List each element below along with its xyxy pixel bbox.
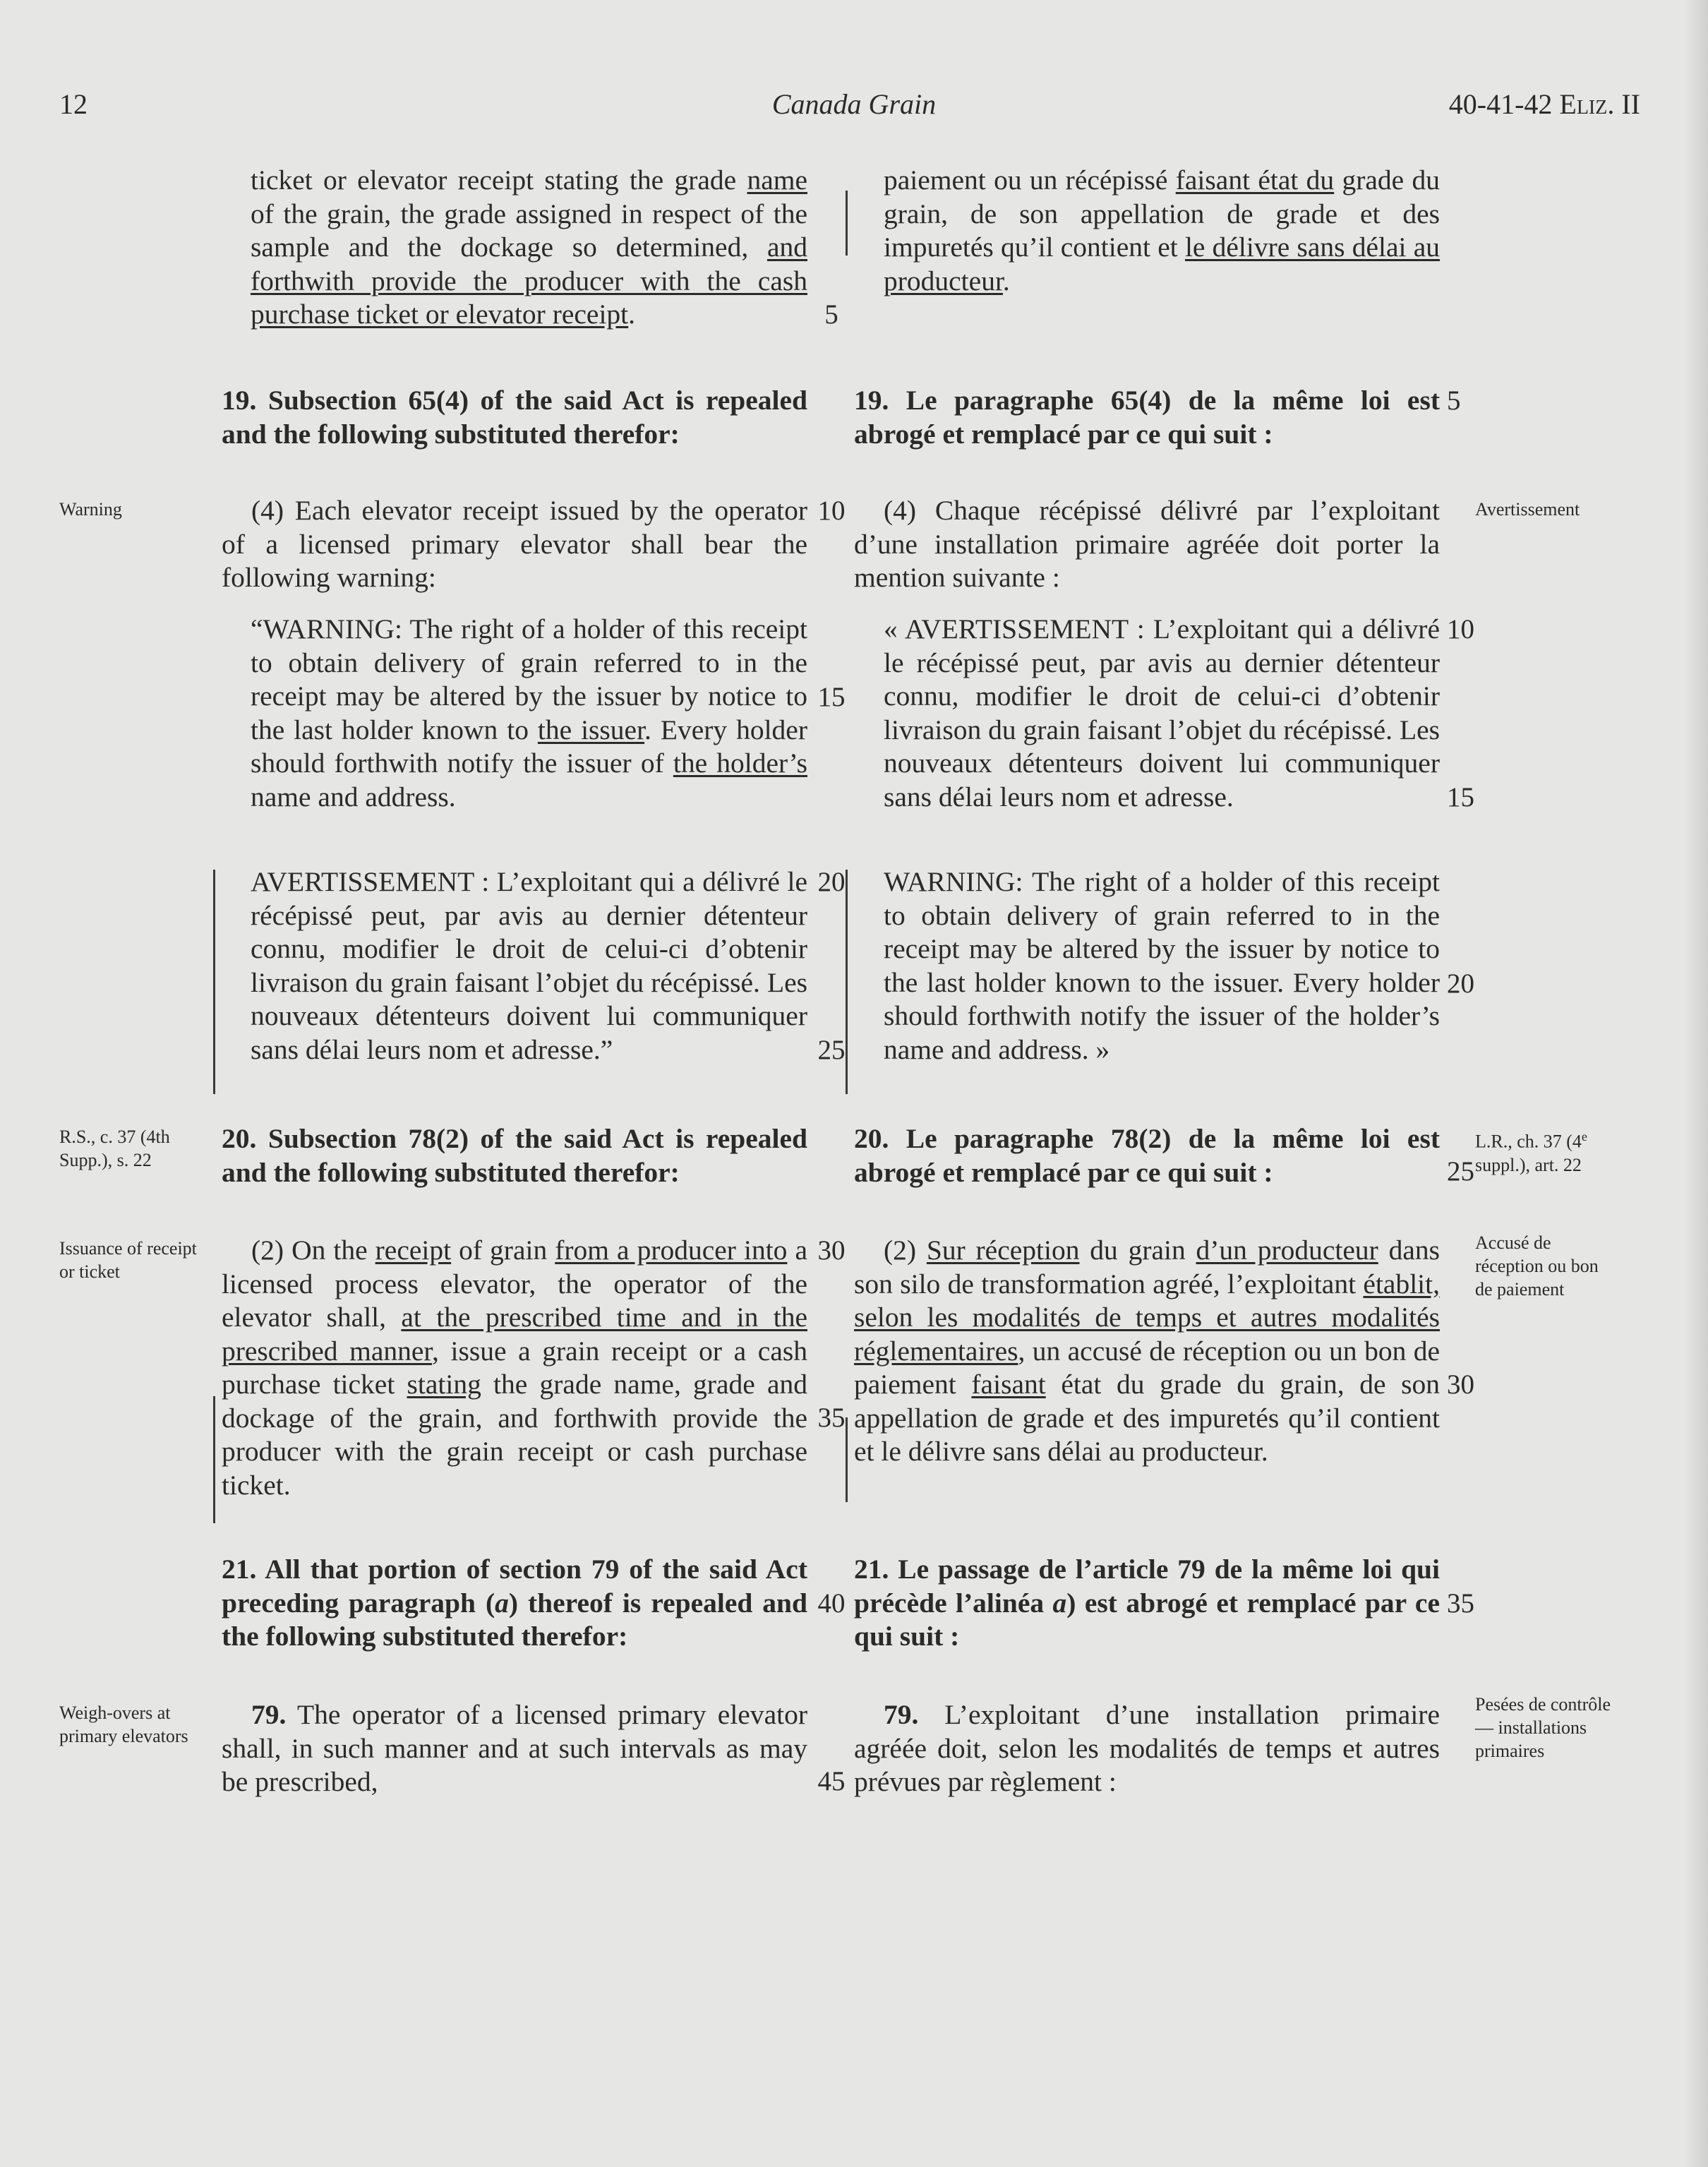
line-number: 20 bbox=[1447, 968, 1474, 999]
french-section-19-text: (4) Chaque récépissé délivré par l’exploitant d’une installation primaire agréée doit porter la mention suivante : bbox=[854, 495, 1440, 593]
english-avertissement-text: AVERTISSEMENT : L’exploitant qui a délivré le récépissé peut, par avis au dernier détenteur connu, modifier le droit de celui-ci d’obtenir livraison du grain faisant l’objet du récépissé. Les nouveaux détenteurs doivent lui communiquer sans délai leurs nom et adresse.” bbox=[251, 866, 807, 1065]
page-edge-shadow bbox=[1684, 0, 1708, 2167]
french-section-79-text: 79. L’exploitant d’une installation primaire agréée doit, selon les modalités de temps et autres prévues par règlement : bbox=[854, 1699, 1440, 1797]
english-section-19-text: (4) Each elevator receipt issued by the operator of a licensed primary elevator shall bear the following warning: bbox=[222, 495, 807, 593]
page-number: 12 bbox=[59, 88, 88, 120]
margin-note-avertissement: Avertissement bbox=[1475, 499, 1580, 520]
line-number: 25 bbox=[1447, 1156, 1474, 1187]
change-bar bbox=[213, 870, 215, 1094]
french-warning-text: WARNING: The right of a holder of this receipt to obtain delivery of grain referred to in the receipt may be altered by the issuer by notice to the last holder known to the issuer. Every holder should forthwith notify the issuer of the holder’s name and address. » bbox=[884, 866, 1440, 1065]
margin-note-issuance: Issuance of receipt or ticket bbox=[59, 1238, 197, 1282]
margin-note-rs-reference: R.S., c. 37 (4th Supp.), s. 22 bbox=[59, 1127, 170, 1170]
margin-note-weigh-overs: Weigh-overs at primary elevators bbox=[59, 1703, 188, 1746]
english-continuation: ticket or elevator receipt stating the grade name of the grain, the grade assigned in respect of the sample and the dockage so determined, and forthwith provide the producer with the cash purchase ticket or elevator receipt. bbox=[251, 164, 807, 330]
french-section-21-heading: 21. Le passage de l’article 79 de la même loi qui précède l’alinéa a) est abrogé et remplacé par ce qui suit : bbox=[854, 1554, 1440, 1652]
line-number: 30 bbox=[1447, 1369, 1474, 1400]
english-warning-text: “WARNING: The right of a holder of this receipt to obtain delivery of grain referred to in the receipt may be altered by the issuer by notice to the last holder known to the issuer. Every holder should forthwith notify the issuer of the holder’s name and address. bbox=[251, 613, 807, 812]
running-title: Canada Grain bbox=[771, 88, 937, 120]
margin-note-lr-reference: L.R., ch. 37 (4e suppl.), art. 22 bbox=[1475, 1129, 1587, 1175]
english-section-20-heading: 20. Subsection 78(2) of the said Act is repealed and the following substituted therefor: bbox=[222, 1123, 807, 1188]
french-section-20-heading: 20. Le paragraphe 78(2) de la même loi est abrogé et remplacé par ce qui suit : bbox=[854, 1123, 1440, 1188]
french-section-20-text: (2) Sur réception du grain d’un producteur dans son silo de transformation agréé, l’exploitant établit, selon les modalités de temps et autres modalités réglementaires, un accusé de réception ou un bon de paiement faisant état du grade du grain, de son appellation de grade et des impuretés qu’il contient et le délivre sans délai au producteur. bbox=[854, 1235, 1441, 1467]
margin-note-accuse: Accusé de réception ou bon de paiement bbox=[1475, 1232, 1599, 1299]
english-section-19-heading: 19. Subsection 65(4) of the said Act is repealed and the following substituted therefor: bbox=[222, 385, 807, 450]
french-section-19-heading: 19. Le paragraphe 65(4) de la même loi est abrogé et remplacé par ce qui suit : bbox=[854, 385, 1440, 450]
french-avertissement-text: « AVERTISSEMENT : L’exploitant qui a délivré le récépissé peut, par avis au dernier détenteur connu, modifier le droit de celui-ci d’obtenir livraison du grain faisant l’objet du récépissé. Les nouveaux détenteurs doivent lui communiquer sans délai leurs nom et adresse. bbox=[884, 613, 1440, 812]
line-number: 15 bbox=[1447, 782, 1474, 812]
english-section-20-text: (2) On the receipt of grain from a producer into a licensed process elevator, the operator of the elevator shall, at the prescribed time and in the prescribed manner, issue a grain receipt or a cash purchase ticket stating the grade name, grade and dockage of the grain, and forthwith provide the producer with the grain receipt or cash purchase ticket. bbox=[222, 1235, 807, 1501]
line-number: 30 bbox=[817, 1235, 846, 1266]
english-section-21-heading: 21. All that portion of section 79 of the said Act preceding paragraph (a) thereof is repealed and the following substituted therefor: bbox=[222, 1554, 807, 1652]
french-continuation: paiement ou un récépissé faisant état du grade du grain, de son appellation de grade et des impuretés qu’il contient et le délivre sans délai au producteur. bbox=[884, 164, 1441, 296]
line-number: 35 bbox=[1447, 1588, 1474, 1619]
line-number: 20 bbox=[817, 867, 846, 897]
line-number: 10 bbox=[817, 496, 846, 526]
margin-note-pesees: Pesées de contrôle — installations primaires bbox=[1475, 1694, 1611, 1761]
margin-note-warning: Warning bbox=[59, 499, 122, 520]
line-number: 25 bbox=[817, 1035, 846, 1065]
change-bar bbox=[213, 1396, 215, 1523]
english-section-79-text: 79. The operator of a licensed primary elevator shall, in such manner and at such intervals as may be prescribed, bbox=[222, 1699, 807, 1797]
line-number: 5 bbox=[824, 299, 838, 330]
line-number: 10 bbox=[1447, 614, 1474, 644]
change-bar bbox=[846, 191, 848, 256]
line-number: 35 bbox=[817, 1403, 846, 1433]
line-number: 15 bbox=[817, 682, 846, 712]
regnal-year: 40-41-42 Eliz. II bbox=[1448, 88, 1640, 120]
line-number: 45 bbox=[817, 1766, 846, 1796]
line-number: 5 bbox=[1447, 385, 1461, 416]
line-number: 40 bbox=[817, 1588, 846, 1619]
